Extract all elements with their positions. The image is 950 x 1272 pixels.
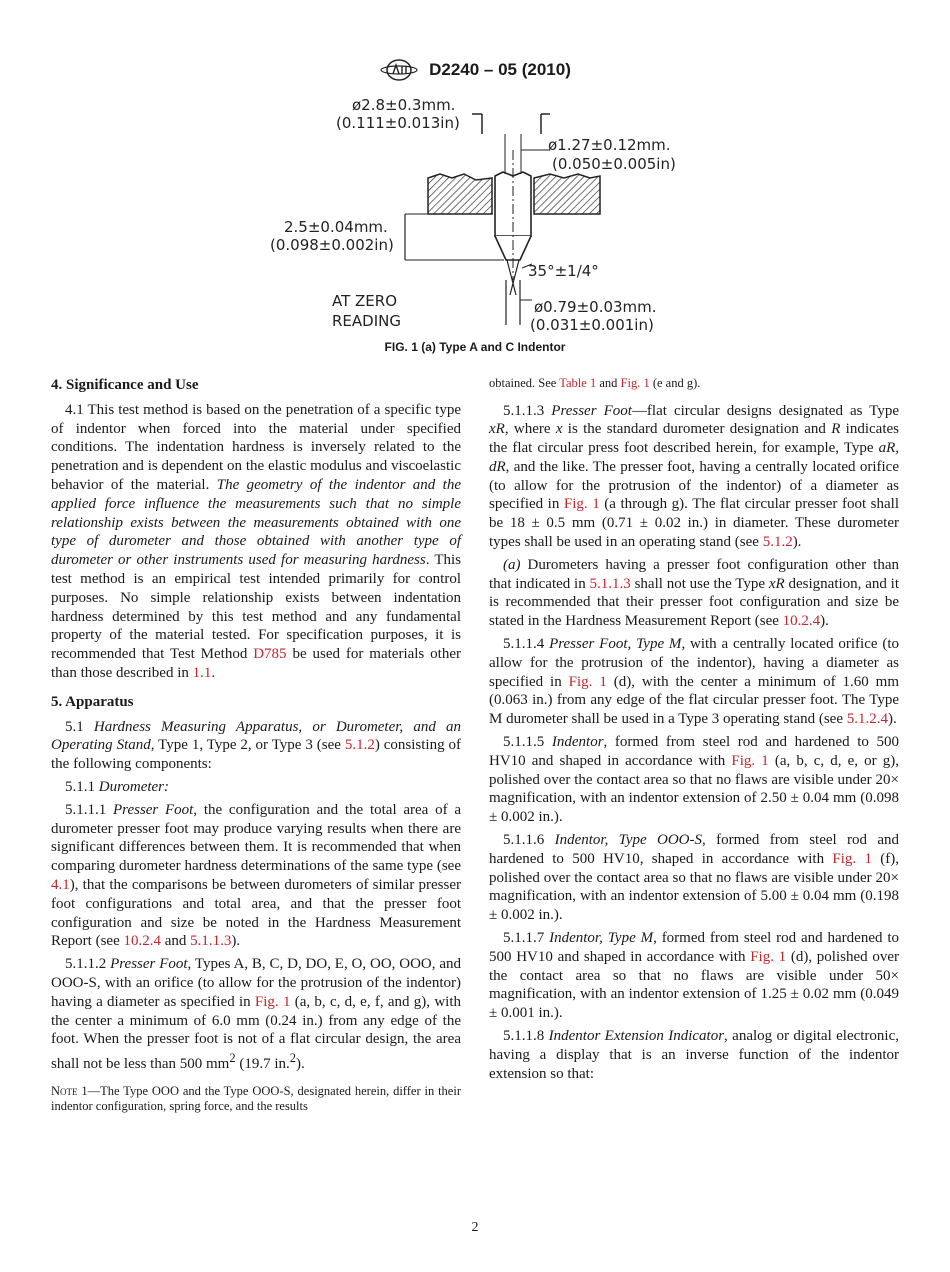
section-4-heading: 4. Significance and Use xyxy=(51,377,199,393)
dim-tip-mm: ø0.79±0.03mm. xyxy=(534,298,657,316)
page-header xyxy=(0,58,950,82)
dim-shaft-mm: ø1.27±0.12mm. xyxy=(548,136,671,154)
indentor-diagram xyxy=(260,90,680,340)
zero-reading-line1: AT ZERO xyxy=(332,292,398,310)
paragraph-5-1-1-4: 5.1.1.4 Presser Foot, Type M, with a centrally located orifice (to allow for the protrusion of the indentor), having a diameter as specified in Fig. 1 (d), with the center a minimum of 1.60 mm (0.063 in.) from any edge of the flat circular presser foot. The Type M durometer shall be used in a Type 3 operating stand (see 5.1.2.4). xyxy=(489,636,900,728)
dim-orifice-mm: ø2.8±0.3mm. xyxy=(352,96,456,114)
indentor-figure xyxy=(260,90,680,340)
link-fig-1[interactable]: Fig. 1 xyxy=(832,850,872,867)
link-5-1-1-3[interactable]: 5.1.1.3 xyxy=(190,933,232,950)
note-1-continued: obtained. See Table 1 and Fig. 1 (e and g). xyxy=(489,376,701,390)
link-10-2-4[interactable]: 10.2.4 xyxy=(123,933,161,950)
link-table-1[interactable]: Table 1 xyxy=(559,376,597,390)
dim-length-in: (0.098±0.002in) xyxy=(270,236,394,254)
astm-logo xyxy=(379,58,419,82)
paragraph-5-1-1-5: 5.1.1.5 Indentor, formed from steel rod and hardened to 500 HV10 and shaped in accordance with Fig. 1 (a, b, c, d, e, or g), polished over the contact area so that no flaws are visible under 20× magnification, with an indentor extension of 2.50 ± 0.04 mm (0.098 ± 0.002 in.). xyxy=(489,734,900,826)
presser-foot-right xyxy=(534,174,600,214)
paragraph-5-1-1-6: 5.1.1.6 Indentor, Type OOO-S, formed from steel rod and hardened to 500 HV10, shaped in accordance with Fig. 1 (f), polished over the contact area so that no flaws are visible under 20× magnification, with an indentor extension of 5.00 ± 0.04 mm (0.198 ± 0.002 in.). xyxy=(489,832,899,924)
link-d785[interactable]: D785 xyxy=(253,646,287,663)
link-10-2-4[interactable]: 10.2.4 xyxy=(782,613,821,630)
dim-length-mm: 2.5±0.04mm. xyxy=(284,218,388,236)
zero-reading-line2: READING xyxy=(332,312,401,330)
paragraph-5-1: 5.1 Hardness Measuring Apparatus, or Durometer, and an Operating Stand, Type 1, Type 2, or Type 3 (see 5.1.2) consisting of the following components: xyxy=(51,718,462,773)
document-code: D2240 – 05 (2010) xyxy=(429,60,571,79)
presser-foot-left xyxy=(428,174,492,214)
link-5-1-2[interactable]: 5.1.2 xyxy=(762,534,793,551)
link-fig-1[interactable]: Fig. 1 xyxy=(568,673,607,690)
link-fig-1[interactable]: Fig. 1 xyxy=(731,752,769,769)
dim-shaft-in: (0.050±0.005in) xyxy=(552,155,676,173)
paragraph-5-1-1-3: 5.1.1.3 Presser Foot—flat circular designs designated as Type xR, where x is the standard durometer designation and R indicates the flat circular press foot described herein, for example, Type aR, dR, and the like. The presser foot, having a centrally located orifice (to allow for the protrusion of the indentor) of a diameter as specified in Fig. 1 (a through g). The flat circular presser foot shall be 18 ± 0.5 mm (0.71 ± 0.02 in.) in diameter. These durometer types shall be used in an operating stand (see 5.1.2). xyxy=(489,402,899,551)
note-label: Note 1 xyxy=(51,1083,88,1098)
link-fig-1[interactable]: Fig. 1 xyxy=(750,948,787,965)
link-5-1-1-3[interactable]: 5.1.1.3 xyxy=(589,575,631,592)
paragraph-4-1: 4.1 This test method is based on the penetration of a specific type of indentor when forced into the material under specified conditions. The indentation hardness is inversely related to the penetration and is dependent on the elastic modulus and viscoelastic behavior of the material. The geometry of the indentor and the applied force influence the measurements such that no simple relationship exists between the measurements obtained with one type of durometer and those obtained with another type of durometer or other instruments used for measuring hardness. This test method is an empirical test intended primarily for control purposes. No simple relationship exists between indentation hardness determined by this test method and any fundamental property of the material tested. For specification purposes, it is recommended that Test Method D785 be used for materials other than those described in 1.1. xyxy=(51,401,461,681)
figure-caption: FIG. 1 (a) Type A and C Indentor xyxy=(384,340,566,354)
page-number: 2 xyxy=(471,1220,479,1235)
link-fig-1[interactable]: Fig. 1 xyxy=(563,496,600,513)
dim-angle: 35°±1/4° xyxy=(528,262,599,280)
section-5-heading: 5. Apparatus xyxy=(51,693,134,710)
link-fig-1[interactable]: Fig. 1 xyxy=(620,376,650,390)
paragraph-5-1-1-1: 5.1.1.1 Presser Foot, the configuration and the total area of a durometer presser foot may produce varying results when there are significant differences between them. It is recommended that when comparing durometer hardness determinations of the same type (see 4.1), that the comparisons be between durometers of similar presser foot configurations and total area, and that the presser foot configuration and size be noted in the Hardness Measurement Report (see 10.2.4 and 5.1.1.3). xyxy=(51,801,461,950)
left-column xyxy=(51,376,461,1119)
paragraph-5-1-1: 5.1.1 Durometer: xyxy=(65,778,170,795)
link-5-1-2-4[interactable]: 5.1.2.4 xyxy=(846,711,888,728)
dim-orifice-in: (0.111±0.013in) xyxy=(336,114,460,132)
link-4-1[interactable]: 4.1 xyxy=(51,876,70,893)
paragraph-5-1-1-2: 5.1.1.2 Presser Foot, Types A, B, C, D, DO, E, O, OO, OOO, and OOO-S, with an orifice (to allow for the protrusion of the indentor) having a diameter as specified in Fig. 1 (a, b, c, d, e, f, and g), with the center a minimum of 6.0 mm (0.24 in.) from any edge of the foot. When the presser foot is not of a flat circular design, the area shall not be less than 500 $mm^2$ (19.7 in.$^2$). xyxy=(51,956,461,1073)
right-column xyxy=(489,376,899,1087)
paragraph-5-1-1-7: 5.1.1.7 Indentor, Type M, formed from steel rod and hardened to 500 HV10 and shaped in accordance with Fig. 1 (d), polished over the contact area so that no flaws are visible under 50× magnification, with an indentor extension of 1.25 ± 0.02 mm (0.049 ± 0.001 in.). xyxy=(489,930,900,1022)
paragraph-5-1-1-3-a: (a) Durometers having a presser foot configuration other than that indicated in 5.1.1.3 shall not use the Type xR designation, and it is recommended that their presser foot configuration and size be stated in the Hardness Measurement Report (see 10.2.4). xyxy=(489,556,899,630)
link-fig-1[interactable]: Fig. 1 xyxy=(254,993,291,1010)
note-1: Note 1—The Type OOO and the Type OOO-S, designated herein, differ in their indentor configuration, spring force, and the results xyxy=(51,1083,461,1114)
paragraph-5-1-1-8: 5.1.1.8 Indentor Extension Indicator, analog or digital electronic, having a display that is an inverse function of the indentor extension so that: xyxy=(489,1028,900,1082)
link-5-1-2[interactable]: 5.1.2 xyxy=(344,737,375,754)
link-1-1[interactable]: 1.1 xyxy=(192,664,212,681)
dim-tip-in: (0.031±0.001in) xyxy=(530,316,654,334)
